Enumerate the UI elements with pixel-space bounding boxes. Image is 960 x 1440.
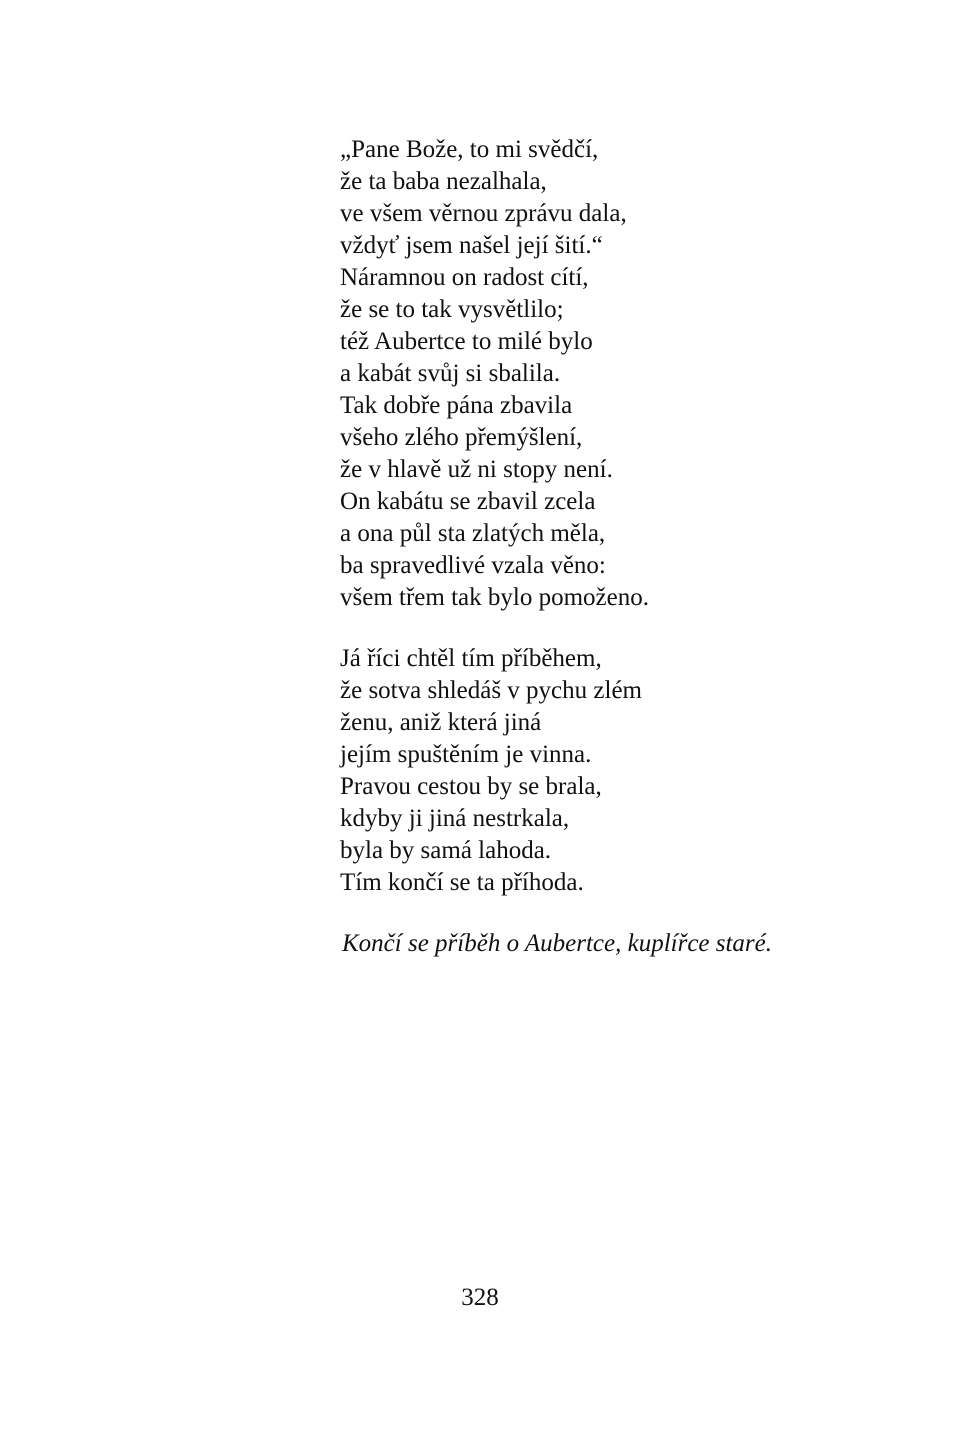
verse-line: byla by samá lahoda. bbox=[340, 837, 552, 864]
verse-line: vždyť jsem našel její šití.“ bbox=[340, 232, 603, 259]
verse-line: „Pane Bože, to mi svědčí, bbox=[340, 136, 599, 163]
verse-line: jejím spuštěním je vinna. bbox=[340, 741, 592, 768]
verse-line: a kabát svůj si sbalila. bbox=[340, 360, 561, 387]
verse-line: ba spravedlivé vzala věno: bbox=[340, 552, 606, 579]
stanza-1 bbox=[340, 134, 649, 614]
verse-line: Pravou cestou by se brala, bbox=[340, 773, 602, 800]
verse-line: též Aubertce to milé bylo bbox=[340, 328, 593, 355]
verse-line: že v hlavě už ni stopy není. bbox=[340, 456, 613, 483]
verse-line: Já říci chtěl tím příběhem, bbox=[340, 645, 602, 672]
verse-line: že ta baba nezalhala, bbox=[340, 168, 547, 195]
page-number: 328 bbox=[461, 1284, 499, 1311]
verse-line: ve všem věrnou zprávu dala, bbox=[340, 200, 627, 227]
verse-line: a ona půl sta zlatých měla, bbox=[340, 520, 606, 547]
verse-line: že se to tak vysvětlilo; bbox=[340, 296, 564, 323]
stanza-2 bbox=[340, 643, 642, 899]
verse-line: ženu, aniž která jiná bbox=[340, 709, 542, 736]
verse-line: že sotva shledáš v pychu zlém bbox=[340, 677, 642, 704]
verse-line: všem třem tak bylo pomoženo. bbox=[340, 584, 649, 611]
closing-line: Končí se příběh o Aubertce, kuplířce staré. bbox=[342, 930, 773, 957]
verse-line: On kabátu se zbavil zcela bbox=[340, 488, 596, 515]
verse-line: Tím končí se ta příhoda. bbox=[340, 869, 584, 896]
verse-line: všeho zlého přemýšlení, bbox=[340, 424, 583, 451]
verse-line: kdyby ji jiná nestrkala, bbox=[340, 805, 570, 832]
verse-line: Náramnou on radost cítí, bbox=[340, 264, 589, 291]
verse-line: Tak dobře pána zbavila bbox=[340, 392, 573, 419]
